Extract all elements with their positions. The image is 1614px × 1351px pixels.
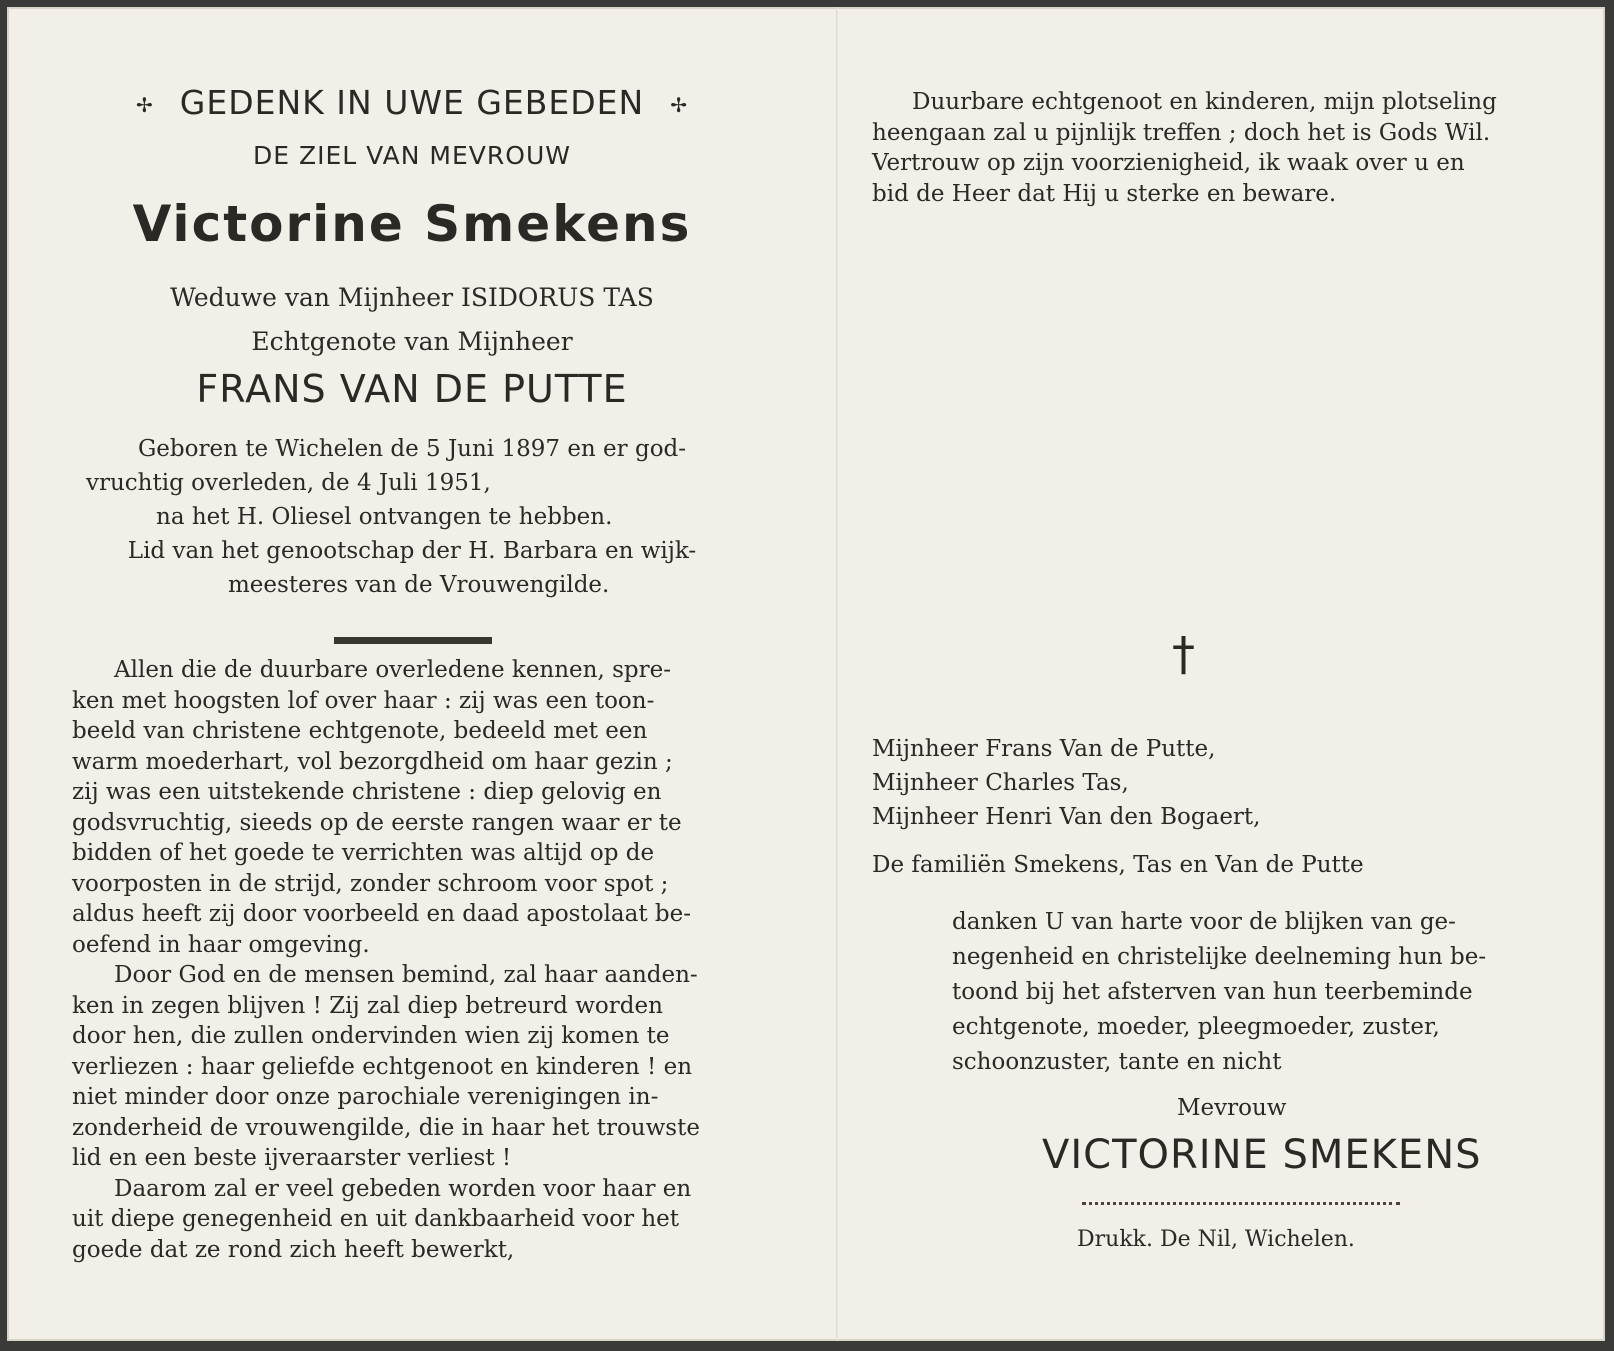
cross-icon: † bbox=[1172, 627, 1195, 681]
families-line: De familiën Smekens, Tas en Van de Putte bbox=[872, 852, 1364, 878]
dotted-divider bbox=[1082, 1202, 1400, 1205]
thanks-line: toond bij het afsterven van hun teerbeminde bbox=[952, 979, 1473, 1005]
eulogy-line: goede dat ze rond zich heeft bewerkt, bbox=[72, 1236, 515, 1263]
birth-line: Lid van het genootschap der H. Barbara en wijk- bbox=[127, 538, 697, 564]
family-name: Mijnheer Frans Van de Putte, bbox=[872, 736, 1216, 762]
quote-line: heengaan zal u pijnlijk treffen ; doch het is Gods Wil. bbox=[872, 119, 1491, 146]
family-name: Mijnheer Charles Tas, bbox=[872, 770, 1129, 796]
divider bbox=[334, 637, 492, 644]
card-fold bbox=[836, 7, 838, 1341]
thanks-line: schoonzuster, tante en nicht bbox=[952, 1049, 1282, 1075]
eulogy-line: lid en een beste ijveraarster verliest ! bbox=[72, 1145, 512, 1171]
heading bbox=[72, 83, 752, 122]
quote-line: bid de Heer dat Hij u sterke en beware. bbox=[872, 180, 1337, 207]
birth-line: Geboren te Wichelen de 5 Juni 1897 en er god- bbox=[137, 436, 687, 462]
eulogy-line: Allen die de duurbare overledene kennen, spre- bbox=[114, 657, 672, 683]
birth-line: vruchtig overleden, de 4 Juli 1951, bbox=[86, 470, 491, 496]
family-name: Mijnheer Henri Van den Bogaert, bbox=[872, 804, 1261, 830]
eulogy-line: verliezen : haar geliefde echtgenoot en kinderen ! en bbox=[72, 1053, 693, 1080]
thanks-line: danken U van harte voor de blijken van ge- bbox=[952, 909, 1456, 935]
eulogy-line: zij was een uitstekende christene : diep gelovig en bbox=[72, 779, 662, 805]
printer-credit: Drukk. De Nil, Wichelen. bbox=[1077, 1227, 1355, 1252]
birth-details bbox=[72, 432, 752, 602]
eulogy-line: ken in zegen blijven ! Zij zal diep betreurd worden bbox=[72, 992, 663, 1019]
eulogy-line: ken met hoogsten lof over haar : zij was een toon- bbox=[72, 687, 655, 714]
spouse-line: Echtgenote van Mijnheer bbox=[251, 327, 573, 356]
deceased-name-signature: VICTORINE SMEKENS bbox=[1042, 1132, 1482, 1178]
thanks-line: echtgenote, moeder, pleegmoeder, zuster, bbox=[952, 1014, 1440, 1040]
birth-line: na het H. Oliesel ontvangen te hebben. bbox=[156, 504, 613, 530]
family-names bbox=[872, 732, 1260, 834]
eulogy-line: door hen, die zullen ondervinden wien zij komen te bbox=[72, 1023, 670, 1049]
title-mevrouw: Mevrouw bbox=[1177, 1095, 1287, 1121]
widow-line: Weduwe van Mijnheer ISIDORUS TAS bbox=[170, 283, 654, 312]
farewell-quote bbox=[872, 87, 1562, 209]
eulogy-line: oefend in haar omgeving. bbox=[72, 931, 370, 958]
eulogy-line: voorposten in de strijd, zonder schroom voor spot ; bbox=[72, 870, 669, 897]
heading-text: GEDENK IN UWE GEBEDEN bbox=[179, 83, 645, 122]
eulogy-line: niet minder door onze parochiale verenigingen in- bbox=[72, 1084, 659, 1110]
husband-name: FRANS VAN DE PUTTE bbox=[196, 367, 628, 411]
eulogy-line: godsvruchtig, sieeds op de eerste rangen waar er te bbox=[72, 809, 682, 836]
cross-icon: ✢ bbox=[136, 92, 154, 117]
eulogy-line: zonderheid de vrouwengilde, die in haar het trouwste bbox=[72, 1114, 700, 1141]
subheading: DE ZIEL VAN MEVROUW bbox=[253, 141, 571, 170]
birth-line: meesteres van de Vrouwengilde. bbox=[228, 572, 610, 598]
eulogy-line: beeld van christene echtgenote, bedeeld met een bbox=[72, 718, 648, 744]
cross-icon: ✢ bbox=[670, 92, 688, 117]
quote-line: Duurbare echtgenoot en kinderen, mijn plotseling bbox=[912, 89, 1497, 115]
eulogy-line: Door God en de mensen bemind, zal haar aanden- bbox=[114, 962, 698, 988]
eulogy-line: uit diepe genegenheid en uit dankbaarheid voor het bbox=[72, 1206, 680, 1232]
eulogy-line: aldus heeft zij door voorbeeld en daad apostolaat be- bbox=[72, 901, 692, 927]
memorial-card bbox=[7, 7, 1605, 1341]
quote-line: Vertrouw op zijn voorzienigheid, ik waak over u en bbox=[872, 150, 1465, 176]
eulogy-line: bidden of het goede te verrichten was altijd op de bbox=[72, 840, 655, 866]
eulogy-text bbox=[72, 655, 748, 1265]
deceased-name: Victorine Smekens bbox=[132, 195, 692, 253]
thanks-line: negenheid en christelijke deelneming hun be- bbox=[952, 944, 1487, 970]
thanks-text bbox=[952, 905, 1562, 1080]
eulogy-line: Daarom zal er veel gebeden worden voor haar en bbox=[114, 1175, 692, 1202]
eulogy-line: warm moederhart, vol bezorgdheid om haar gezin ; bbox=[72, 748, 673, 775]
